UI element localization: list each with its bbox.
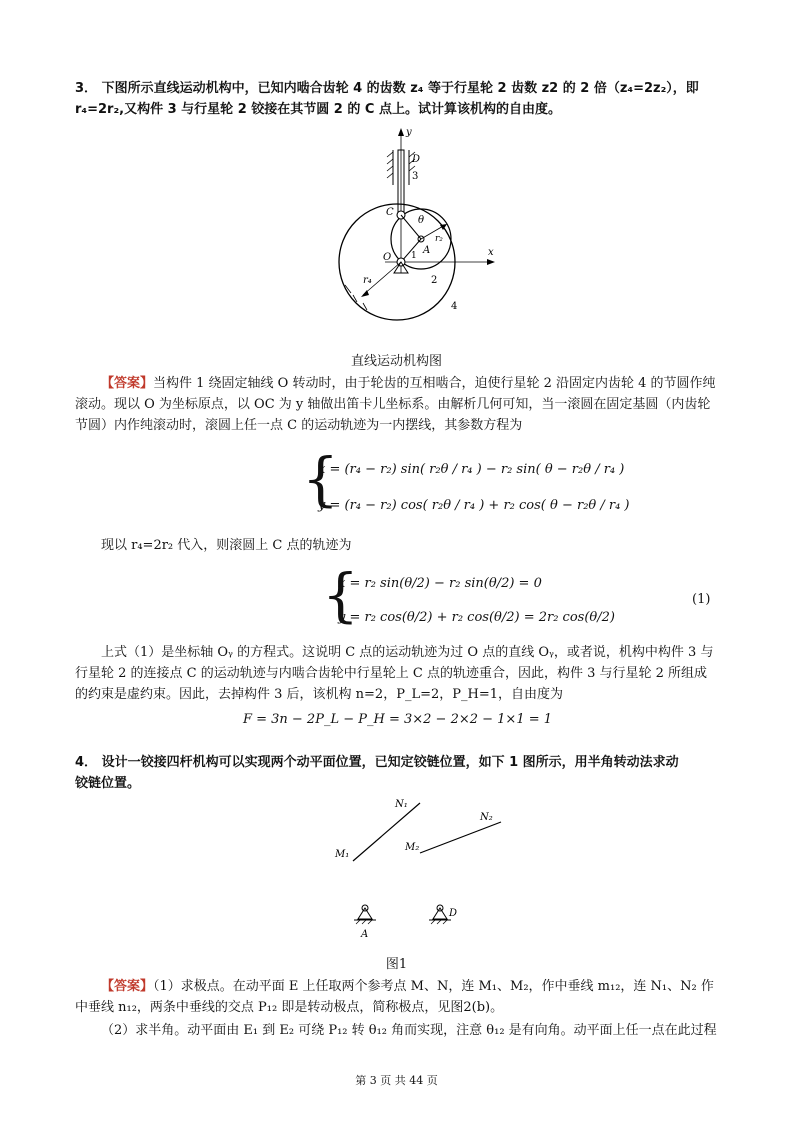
label-M1: M₁ <box>335 849 350 860</box>
q4-line2: 铰链位置。 <box>75 776 141 791</box>
label-r2: r₂ <box>435 234 443 244</box>
label-1: 1 <box>411 251 417 261</box>
eq1-x: x = (r₄ − r₂) sin( r₂θ / r₄ ) − r₂ sin( θ − r₂θ / r₄ ) <box>318 462 625 477</box>
label-M2: M₂ <box>405 842 420 853</box>
label-D2: D <box>449 908 458 919</box>
eq2 <box>338 570 615 632</box>
eq2-number: (1) <box>692 592 711 607</box>
label-theta: θ <box>418 215 425 226</box>
q3-statement <box>75 78 720 120</box>
eq1 <box>318 456 630 520</box>
answer-tag-q4: 【答案】 <box>101 979 154 994</box>
label-x: x <box>488 247 494 258</box>
q3-answer-text1: 当构件 1 绕固定轴线 O 转动时，由于轮齿的互相啮合，迫使行星轮 2 沿固定内齿轮 4 的节圆作纯滚动。现以 O 为坐标原点，以 OC 为 y 轴做出笛卡儿坐标系。由解析几何可知，当一滚圆在固定基圆（内齿轮节圆）内作纯滚动时，滚圆上任一点 C 的运动轨迹为一内摆线，其参数方程为 <box>75 376 716 433</box>
answer-tag: 【答案】 <box>101 376 154 391</box>
eq2-x: x = r₂ sin(θ/2) − r₂ sin(θ/2) = 0 <box>338 576 542 591</box>
eq1-brace: { <box>302 445 339 513</box>
q3-line2: r₄=2r₂,又构件 3 与行星轮 2 铰接在其节圆 2 的 C 点上。试计算该机构的自由度。 <box>75 102 561 117</box>
label-N2: N₂ <box>480 812 493 823</box>
label-D: D <box>412 154 421 165</box>
q4-answer-text1: （1）求极点。在动平面 E 上任取两个参考点 M、N，连 M₁、M₂，作中垂线 m₁₂，连 N₁、N₂ 作中垂线 n₁₂，两条中垂线的交点 P₁₂ 即是转动极点，简称极点，见图2(b)。 <box>75 979 714 1015</box>
figure-caption-mechanism: 直线运动机构图 <box>350 354 442 369</box>
q4-answer-p1 <box>75 976 720 1018</box>
q4-statement <box>75 752 720 794</box>
label-C: C <box>386 207 394 218</box>
four-bar-figure <box>325 795 525 945</box>
mechanism-figure <box>325 125 505 325</box>
eq2-y: y = r₂ cos(θ/2) + r₂ cos(θ/2) = 2r₂ cos(θ/2) <box>338 610 615 625</box>
label-A: A <box>423 245 431 256</box>
q4-answer-p2: （2）求半角。动平面由 E₁ 到 E₂ 可绕 P₁₂ 转 θ₁₂ 角而实现，注意 θ₁₂ 是有向角。动平面上任一点在此过程 <box>101 1023 717 1038</box>
label-2: 2 <box>431 275 438 286</box>
eq2-brace: { <box>322 561 359 629</box>
q3-line1: 3． 下图所示直线运动机构中，已知内啮合齿轮 4 的齿数 z₄ 等于行星轮 2 齿数 z2 的 2 倍（z₄=2z₂），即 <box>75 81 699 96</box>
label-N1: N₁ <box>395 799 408 810</box>
figure-caption-1: 图1 <box>385 957 408 972</box>
eq3: F = 3n − 2P_L − P_H = 3×2 − 2×2 − 1×1 = 1 <box>242 712 553 727</box>
label-3: 3 <box>412 171 419 182</box>
eq1-y: y = (r₄ − r₂) cos( r₂θ / r₄ ) + r₂ cos( θ − r₂θ / r₄ ) <box>318 498 630 513</box>
label-4: 4 <box>451 301 458 312</box>
q3-answer-p2: 现以 r₄=2r₂ 代入，则滚圆上 C 点的轨迹为 <box>101 538 352 553</box>
label-O: O <box>383 252 392 263</box>
label-y: y <box>406 127 412 138</box>
q4-line1: 4． 设计一铰接四杆机构可以实现两个动平面位置，已知定铰链位置，如下 1 图所示，用半角转动法求动 <box>75 755 679 770</box>
q3-answer-p1 <box>75 373 720 436</box>
q3-answer-p3: 上式（1）是坐标轴 Oᵧ 的方程式。这说明 C 点的运动轨迹为过 O 点的直线 Oᵧ，或者说，机构中构件 3 与行星轮 2 的连接点 C 的运动轨迹与内啮合齿轮中行星轮上 C 点的轨迹重合，因此，构件 3 与行星轮 2 所组成的约束是虚约束。因此，去掉构件 3 后，该机构 n=2，P_L=2，P_H=1，自由度为 <box>75 645 714 702</box>
page-footer: 第 3 页 共 44 页 <box>355 1074 438 1087</box>
label-r4: r₄ <box>363 275 372 286</box>
label-A2: A <box>361 929 369 940</box>
